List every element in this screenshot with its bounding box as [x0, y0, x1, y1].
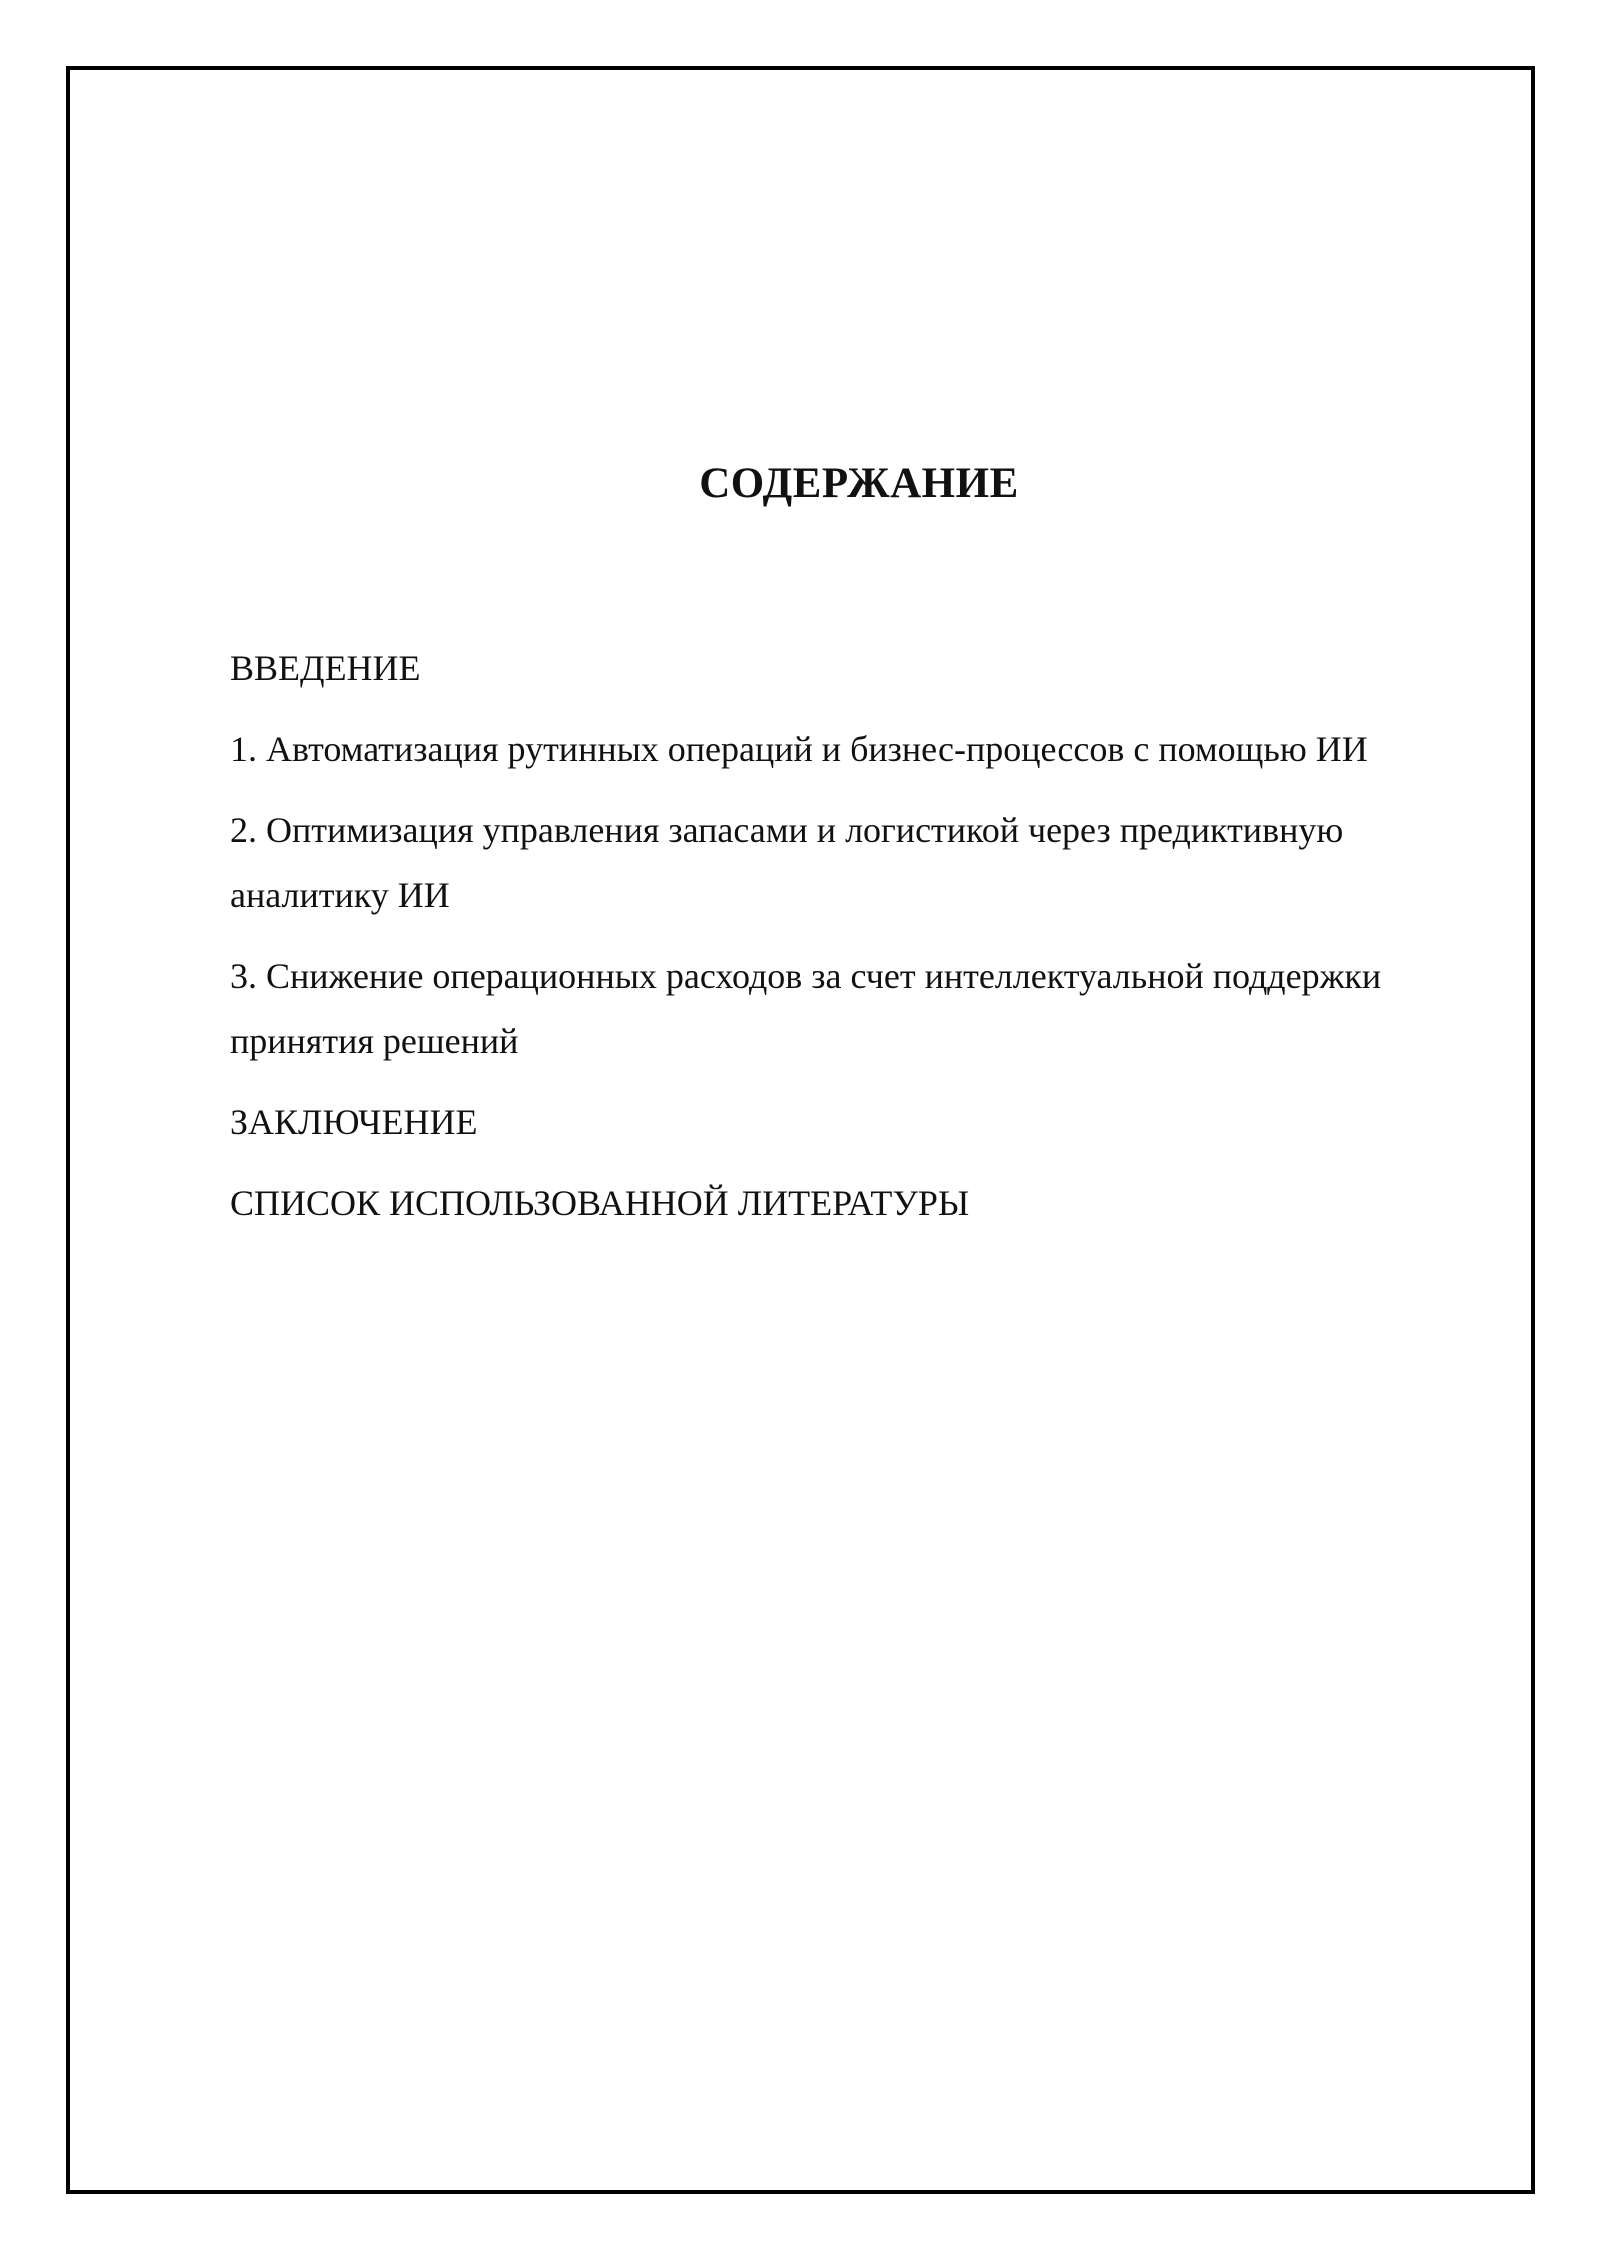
- page-title: СОДЕРЖАНИЕ: [699, 460, 1019, 507]
- toc-entry-chapter-1: 1. Автоматизация рутинных операций и бизнес-процессов с помощью ИИ: [230, 729, 1368, 769]
- toc-entry-chapter-2: 2. Оптимизация управления запасами и логистикой через предиктивную аналитику ИИ: [230, 810, 1344, 915]
- toc-entry-references: СПИСОК ИСПОЛЬЗОВАННОЙ ЛИТЕРАТУРЫ: [230, 1183, 970, 1223]
- toc-entry-chapter-3: 3. Снижение операционных расходов за счет интеллектуальной поддержки принятия решений: [230, 956, 1382, 1061]
- toc-entry-conclusion: ЗАКЛЮЧЕНИЕ: [230, 1102, 478, 1142]
- table-of-contents: [230, 636, 1470, 1252]
- toc-entry-introduction: ВВЕДЕНИЕ: [230, 648, 421, 688]
